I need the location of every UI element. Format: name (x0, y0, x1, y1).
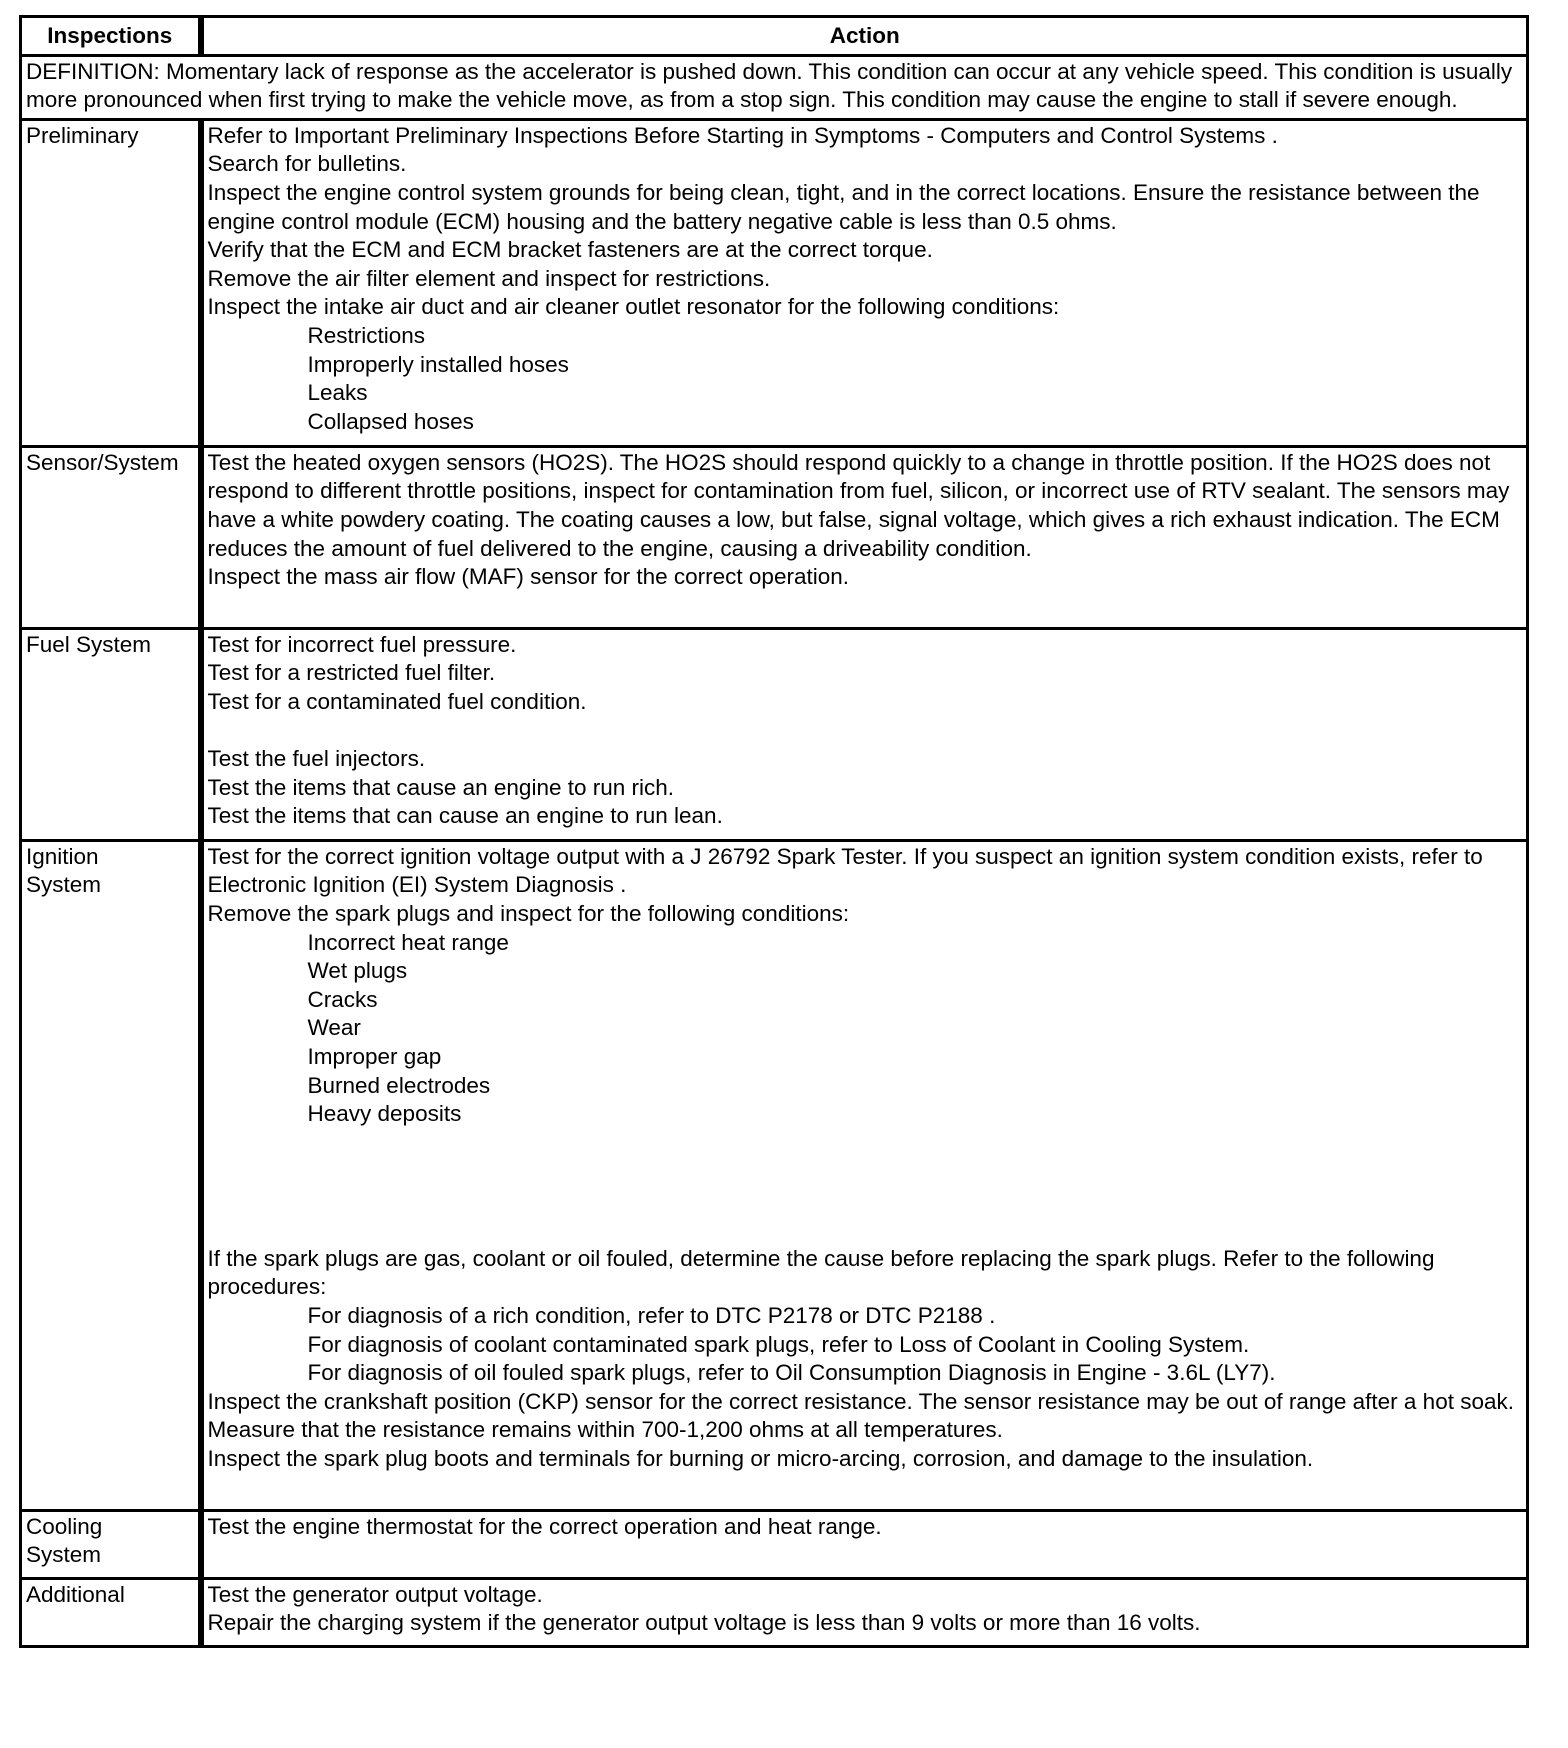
row-additional (21, 1578, 1528, 1646)
row-fuel-system (21, 628, 1528, 840)
action-line: Remove the spark plugs and inspect for the following conditions: (207, 900, 850, 926)
action-preliminary (201, 119, 1528, 446)
label-line: Ignition (26, 843, 99, 869)
spacer (208, 1129, 1523, 1245)
header-action: Action (201, 17, 1528, 56)
row-ignition-system (21, 840, 1528, 1510)
condition-item: Wet plugs (307, 958, 408, 984)
condition-item: Cracks (307, 986, 378, 1012)
action-line: Inspect the engine control system grounds for being clean, tight, and in the correct locations. Ensure the resistance between the engine control module (ECM) housing and the battery negative cable is less than 0.5 ohms. (207, 179, 1480, 234)
action-line: Test for a restricted fuel filter. (207, 660, 496, 686)
label-ignition-system (21, 840, 201, 1510)
sublist-preliminary (208, 322, 1523, 436)
diagnostic-table (19, 15, 1529, 1648)
conditions-list (208, 929, 1523, 1129)
condition-item: Heavy deposits (307, 1101, 462, 1127)
action-line: Repair the charging system if the generator output voltage is less than 9 volts or more than 16 volts. (207, 1610, 1201, 1636)
sublist-item: Improperly installed hoses (307, 351, 569, 377)
action-sensor-system (201, 446, 1528, 628)
sublist-item: Restrictions (307, 322, 426, 348)
row-cooling-system (21, 1510, 1528, 1578)
action-fuel-system (201, 628, 1528, 840)
procedure-item: For diagnosis of coolant contaminated spark plugs, refer to Loss of Coolant in Cooling System. (307, 1331, 1250, 1357)
condition-item: Incorrect heat range (307, 929, 509, 955)
label-preliminary: Preliminary (21, 119, 201, 446)
condition-item: Improper gap (307, 1043, 442, 1069)
definition-row (21, 55, 1528, 119)
header-row (21, 17, 1528, 56)
action-line: Test the items that can cause an engine to run lean. (207, 803, 723, 829)
procedure-item: For diagnosis of a rich condition, refer to DTC P2178 or DTC P2188 . (307, 1302, 996, 1328)
row-preliminary (21, 119, 1528, 446)
action-ignition-system (201, 840, 1528, 1510)
action-line: Test for the correct ignition voltage output with a J 26792 Spark Tester. If you suspect an ignition system condition exists, refer to Electronic Ignition (EI) System Diagnosis . (207, 843, 1483, 898)
action-line: Test the heated oxygen sensors (HO2S). The HO2S should respond quickly to a change in throttle position. If the HO2S does not respond to different throttle positions, inspect for contamination from fuel, silicon, or incorrect use of RTV sealant. The sensors may have a white powdery coating. The coating causes a low, but false, signal voltage, which gives a rich exhaust indication. The ECM reduces the amount of fuel delivered to the engine, causing a driveability condition. (207, 449, 1510, 561)
label-sensor-system: Sensor/System (21, 446, 201, 628)
label-line: Cooling (26, 1513, 103, 1539)
action-line: Inspect the mass air flow (MAF) sensor for the correct operation. (207, 564, 849, 590)
action-cooling-system: Test the engine thermostat for the correct operation and heat range. (201, 1510, 1528, 1578)
definition-text: DEFINITION: Momentary lack of response as the accelerator is pushed down. This condition can occur at any vehicle speed. This condition is usually more pronounced when first trying to make the vehicle move, as from a stop sign. This condition may cause the engine to stall if severe enough. (21, 55, 1528, 119)
action-line: Test for a contaminated fuel condition. (207, 688, 587, 714)
label-line: System (26, 872, 102, 898)
sublist-item: Collapsed hoses (307, 408, 474, 434)
action-line: Test the fuel injectors. (207, 746, 426, 772)
label-additional: Additional (21, 1578, 201, 1646)
row-sensor-system (21, 446, 1528, 628)
sublist-item: Leaks (307, 380, 368, 406)
condition-item: Wear (307, 1015, 361, 1041)
action-line: Test the generator output voltage. (207, 1581, 543, 1607)
header-inspections: Inspections (21, 17, 201, 56)
label-fuel-system: Fuel System (21, 628, 201, 840)
action-line: Refer to Important Preliminary Inspections Before Starting in Symptoms - Computers and Control Systems . (207, 122, 1278, 148)
action-line: Verify that the ECM and ECM bracket fasteners are at the correct torque. (207, 237, 933, 263)
action-line: Remove the air filter element and inspect for restrictions. (207, 265, 771, 291)
action-additional (201, 1578, 1528, 1646)
action-line: Inspect the spark plug boots and terminals for burning or micro-arcing, corrosion, and damage to the insulation. (207, 1445, 1314, 1471)
action-line: Inspect the intake air duct and air cleaner outlet resonator for the following conditions: (207, 294, 1060, 320)
action-line: Test the items that cause an engine to run rich. (207, 774, 675, 800)
action-line: Test for incorrect fuel pressure. (207, 631, 517, 657)
action-line: Inspect the crankshaft position (CKP) sensor for the correct resistance. The sensor resistance may be out of range after a hot soak. Measure that the resistance remains within 700-1,200 ohms at all temperatures. (207, 1388, 1514, 1443)
procedure-item: For diagnosis of oil fouled spark plugs, refer to Oil Consumption Diagnosis in Engine - 3.6L (LY7). (307, 1360, 1276, 1386)
action-line: If the spark plugs are gas, coolant or oil fouled, determine the cause before replacing the spark plugs. Refer to the following procedures: (207, 1245, 1435, 1300)
action-line: Search for bulletins. (207, 151, 407, 177)
label-cooling-system (21, 1510, 201, 1578)
label-line: System (26, 1542, 102, 1568)
condition-item: Burned electrodes (307, 1072, 491, 1098)
procedures-list (208, 1302, 1523, 1388)
blank-line (208, 717, 1523, 746)
